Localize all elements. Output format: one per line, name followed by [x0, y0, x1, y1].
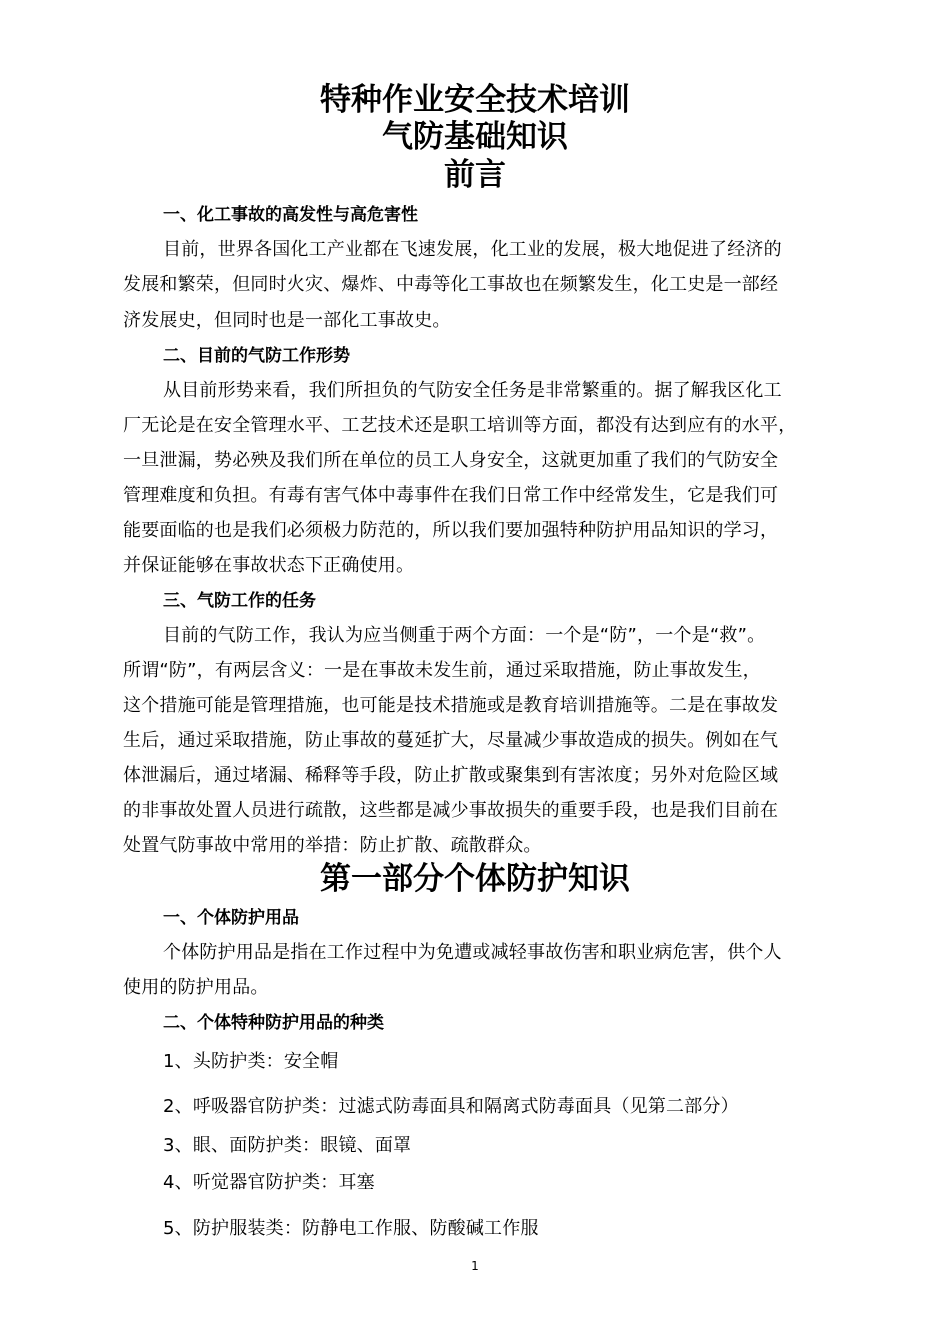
document-subtitle: 气防基础知识 [382, 119, 568, 155]
paragraph-line: 管理难度和负担。有毒有害气体中毒事件在我们日常工作中经常发生，它是我们可 [123, 485, 779, 506]
list-item: 4、听觉器官防护类：耳塞 [163, 1172, 375, 1193]
list-item: 2、呼吸器官防护类：过滤式防毒面具和隔离式防毒面具（见第二部分） [163, 1096, 739, 1117]
paragraph-line: 从目前形势来看，我们所担负的气防安全任务是非常繁重的。据了解我区化工 [163, 380, 782, 401]
section-heading: 三、气防工作的任务 [163, 591, 316, 611]
list-item: 5、防护服装类：防静电工作服、防酸碱工作服 [163, 1218, 539, 1239]
paragraph-line: 这个措施可能是管理措施，也可能是技术措施或是教育培训措施等。二是在事故发 [123, 695, 779, 716]
paragraph-line: 目前的气防工作，我认为应当侧重于两个方面：一个是“防”，一个是“救”。 [163, 625, 766, 646]
paragraph-line: 生后，通过采取措施，防止事故的蔓延扩大，尽量减少事故造成的损失。例如在气 [123, 730, 779, 751]
page-number: 1 [471, 1259, 479, 1273]
section-heading: 一、个体防护用品 [163, 908, 299, 928]
paragraph-line: 厂无论是在安全管理水平、工艺技术还是职工培训等方面，都没有达到应有的水平， [123, 415, 797, 436]
paragraph-line: 能要面临的也是我们必须极力防范的，所以我们要加强特种防护用品知识的学习， [123, 520, 779, 541]
paragraph-line: 并保证能够在事故状态下正确使用。 [123, 555, 415, 576]
section-heading: 二、个体特种防护用品的种类 [163, 1013, 384, 1033]
section-heading: 一、化工事故的高发性与高危害性 [163, 205, 418, 225]
paragraph-line: 发展和繁荣，但同时火灾、爆炸、中毒等化工事故也在频繁发生，化工史是一部经 [123, 274, 779, 295]
section-heading: 二、目前的气防工作形势 [163, 346, 350, 366]
paragraph-line: 所谓“防”，有两层含义：一是在事故未发生前，通过采取措施，防止事故发生， [123, 660, 761, 681]
preface-title: 前言 [444, 157, 506, 193]
paragraph-line: 的非事故处置人员进行疏散，这些都是减少事故损失的重要手段，也是我们目前在 [123, 800, 779, 821]
list-item: 1、头防护类：安全帽 [163, 1051, 339, 1072]
paragraph-line: 一旦泄漏，势必殃及我们所在单位的员工人身安全，这就更加重了我们的气防安全 [123, 450, 779, 471]
document-title: 特种作业安全技术培训 [320, 82, 630, 118]
paragraph-line: 济发展史，但同时也是一部化工事故史。 [123, 310, 451, 331]
part-title: 第一部分个体防护知识 [320, 861, 630, 897]
paragraph-line: 使用的防护用品。 [123, 977, 269, 998]
paragraph-line: 个体防护用品是指在工作过程中为免遭或减轻事故伤害和职业病危害，供个人 [163, 942, 782, 963]
paragraph-line: 处置气防事故中常用的举措：防止扩散、疏散群众。 [123, 835, 542, 856]
list-item: 3、眼、面防护类：眼镜、面罩 [163, 1135, 412, 1156]
paragraph-line: 体泄漏后，通过堵漏、稀释等手段，防止扩散或聚集到有害浓度；另外对危险区域 [123, 765, 779, 786]
paragraph-line: 目前，世界各国化工产业都在飞速发展，化工业的发展，极大地促进了经济的 [163, 239, 782, 260]
